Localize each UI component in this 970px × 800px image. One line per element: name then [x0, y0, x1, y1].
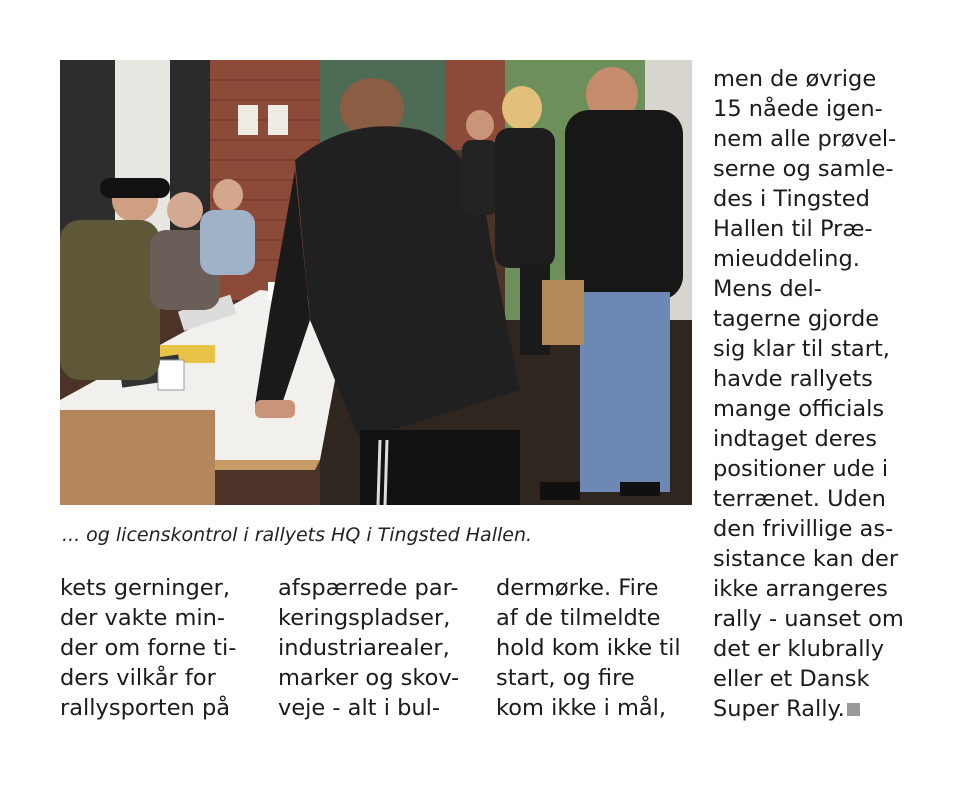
article-photo [60, 60, 692, 505]
text-line: mange officials [713, 396, 885, 422]
text-line: eller et Dansk [713, 666, 870, 692]
text-line: tagerne gjorde [713, 306, 880, 332]
text-line: men de øvrige [713, 66, 877, 92]
text-column-3 [496, 573, 681, 723]
text-line: det er klubrally [713, 636, 885, 662]
text-line: der vakte min- [60, 605, 226, 631]
text-line: start, og fire [496, 665, 635, 691]
text-line: ders vilkår for [60, 665, 216, 691]
text-line: af de tilmeldte [496, 605, 661, 631]
text-line: rallysporten på [60, 695, 231, 721]
text-column-1 [60, 573, 236, 723]
text-line: rally - uanset om [713, 606, 904, 632]
photo-caption: ... og licenskontrol i rallyets HQ i Tingsted Hallen. [62, 524, 533, 546]
text-line: kets gerninger, [60, 575, 231, 601]
text-line: industriarealer, [278, 635, 450, 661]
text-line-last-text: Super Rally. [713, 696, 845, 722]
text-line: terrænet. Uden [713, 486, 886, 512]
text-line: hold kom ikke til [496, 635, 681, 661]
text-line: afspærrede par- [278, 575, 459, 601]
text-column-2 [278, 573, 459, 723]
text-line: serne og samle- [713, 156, 894, 182]
text-line: indtaget deres [713, 426, 877, 452]
text-line: des i Tingsted [713, 186, 870, 212]
text-line: positioner ude i [713, 456, 889, 482]
text-line: sig klar til start, [713, 336, 890, 362]
text-line: veje - alt i bul- [278, 695, 441, 721]
text-line: Mens del- [713, 276, 822, 302]
text-line: 15 nåede igen- [713, 96, 883, 122]
text-line: nem alle prøvel- [713, 126, 897, 152]
text-line: mieuddeling. [713, 246, 860, 272]
text-line: Hallen til Præ- [713, 216, 873, 242]
text-line: sistance kan der [713, 546, 899, 572]
photo-illustration [60, 60, 692, 505]
text-line-last [713, 694, 904, 724]
text-line: kom ikke i mål, [496, 695, 667, 721]
text-line: dermørke. Fire [496, 575, 659, 601]
text-line: der om forne ti- [60, 635, 237, 661]
text-line: ikke arrangeres [713, 576, 888, 602]
text-line: den frivillige as- [713, 516, 894, 542]
text-column-4 [713, 64, 904, 724]
text-line: marker og skov- [278, 665, 460, 691]
end-of-article-mark [847, 703, 860, 716]
text-line: keringspladser, [278, 605, 451, 631]
text-line: havde rallyets [713, 366, 873, 392]
